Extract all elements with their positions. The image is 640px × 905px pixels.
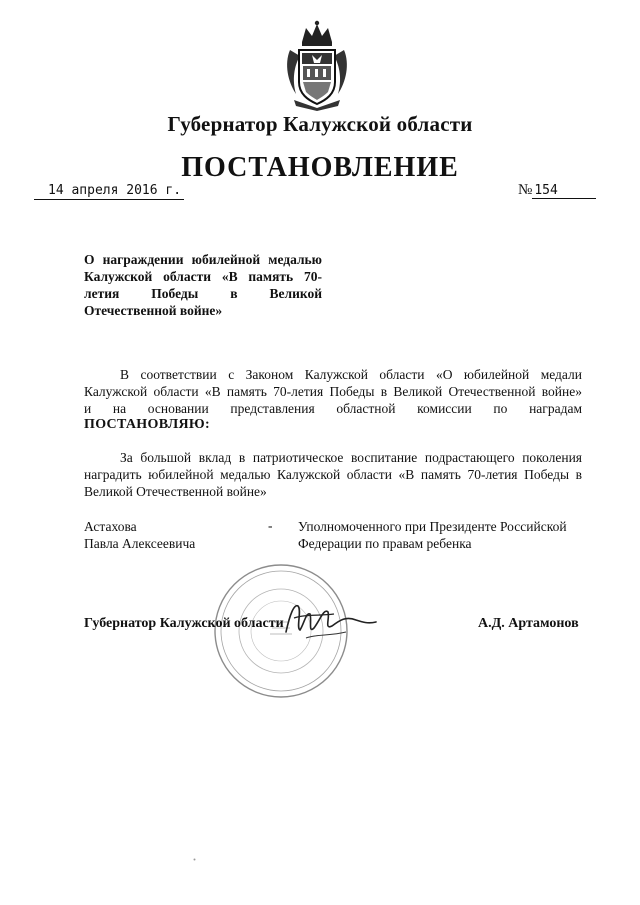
- awardee-surname: Астахова: [84, 519, 137, 534]
- number-value: 154: [532, 183, 596, 199]
- document-number: [518, 182, 604, 199]
- awardee-dash: -: [268, 518, 273, 533]
- preamble-paragraph: [84, 366, 582, 417]
- resolve-heading: ПОСТАНОВЛЯЮ:: [84, 417, 210, 432]
- number-prefix: №: [518, 182, 533, 198]
- scan-speck: [193, 858, 196, 861]
- awardee-position: [298, 518, 588, 552]
- handwritten-signature: [276, 594, 386, 644]
- awardee-position-line-1: Уполномоченного при Президенте Российской: [298, 519, 567, 534]
- awardee-position-line-2: Федерации по правам ребенка: [298, 536, 472, 551]
- coat-of-arms-icon: [282, 20, 352, 112]
- preamble-line-3: и на основании представления областной комиссии по наградам: [84, 401, 582, 416]
- awardee-name: [84, 518, 284, 552]
- document-subject: О награждении юбилейной медалью Калужской области «В память 70-летия Победы в Великой Отечественной войне»: [84, 252, 322, 318]
- preamble-line-1: В соответствии с Законом Калужской области «О юбилейной медали: [120, 367, 582, 382]
- awardee-given-names: Павла Алексеевича: [84, 536, 196, 551]
- signatory-title: Губернатор Калужской области: [84, 616, 284, 631]
- document-type-title: ПОСТАНОВЛЕНИЕ: [181, 152, 459, 183]
- signatory-name: А.Д. Артамонов: [478, 616, 579, 631]
- preamble-line-2: Калужской области «В память 70-летия Победы в Великой Отечественной войне»: [84, 384, 582, 399]
- award-paragraph: За большой вклад в патриотическое воспитание подрастающего поколения наградить юбилейной медалью Калужской области «В память 70-летия Победы в Великой Отечественной войне»: [84, 450, 582, 499]
- document-date: 14 апреля 2016 г.: [34, 183, 184, 200]
- issuing-authority: Губернатор Калужской области: [167, 112, 473, 136]
